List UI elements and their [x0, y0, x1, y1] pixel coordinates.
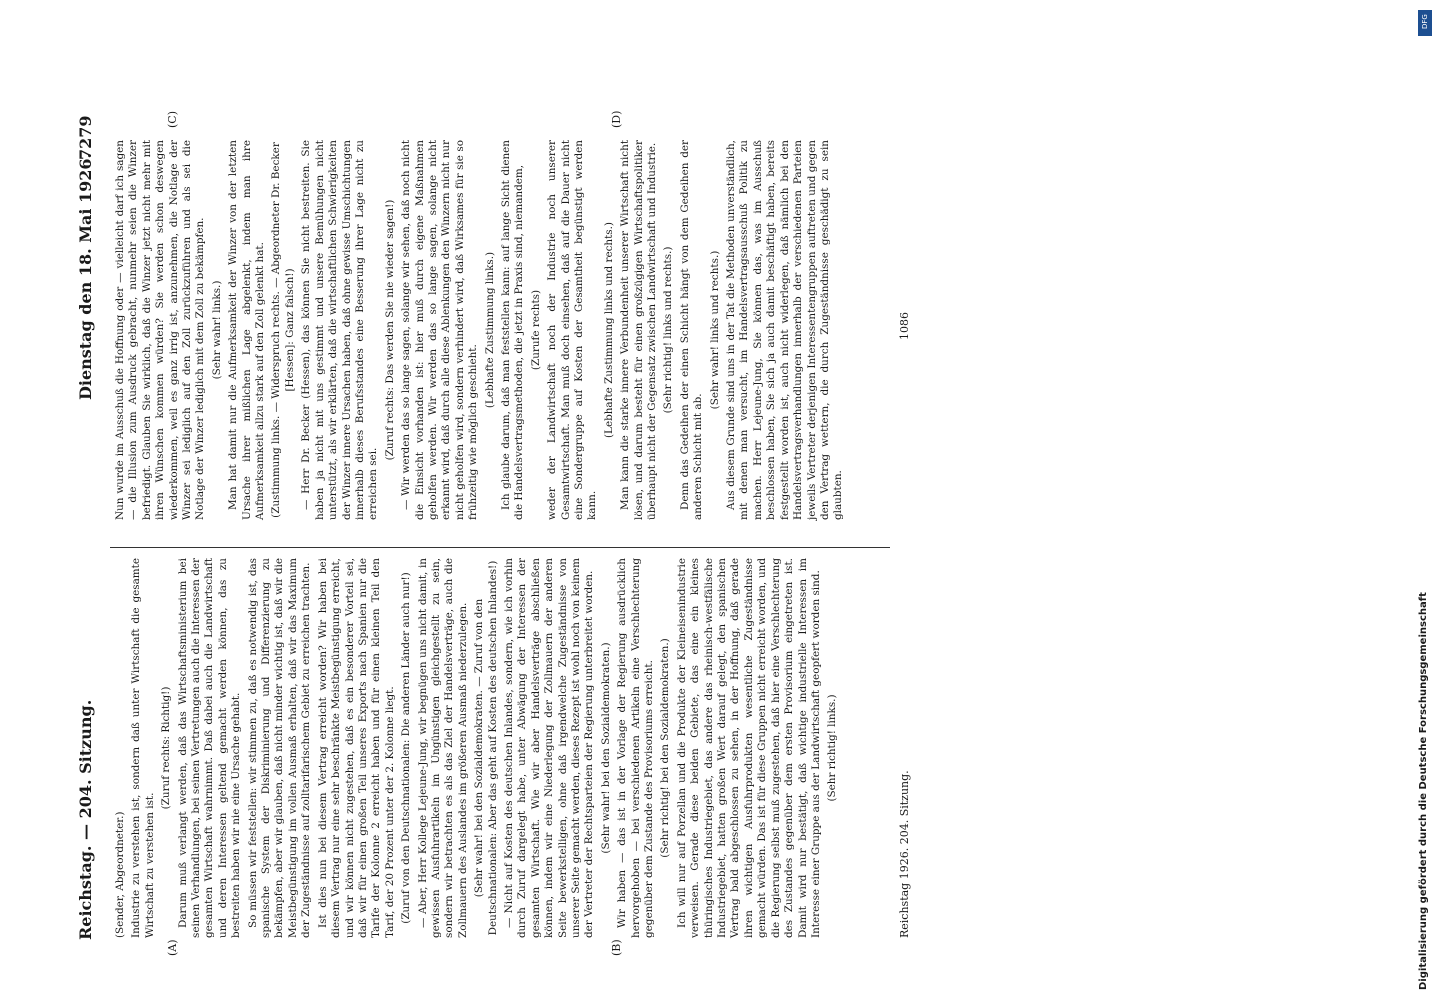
paragraph: Ich will nur auf Porzellan und die Produkte der Kleineisenindustrie verweisen. Gerade diese beiden Gebiete, das eine ein kleines thüringisches Industriegebiet, das andere das rheinisch-westfälische Industriegebiet, hatten großen Wert darauf gelegt, den spanischen Vertrag bald abgeschlossen zu sehen, in der Hoffnung, daß gerade ihren wichtigen Ausfuhrprodukten wesentliche Zugeständnisse gemacht würden. Das ist für diese Gruppen nicht erreicht worden, und die Regierung selbst muß zugestehen, daß hier eine Verschlechterung des Zustandes gegenüber dem ersten Provisorium eingetreten ist. Damit wird nur bestätigt, daß wichtige industrielle Interessen im Interesse einer Gruppe aus der Landwirtschaft geopfert worden sind.	[675, 558, 822, 938]
rotated-page	[70, 100, 1370, 960]
header-date: Dienstag den 18. Mai 1926.	[76, 152, 95, 400]
paragraph: Aus diesem Grunde sind uns in der Tat die Methoden unverständlich, mit denen man versucht, im Handelsvertragsausschuß Politik zu machen. Herr Lejeune-Jung, Sie können das, was im Ausschuß beschlossen haben, Sie sich ja auch damit beschäftigt haben, bereits festgestellt worden ist, auch nicht widerlegen, daß nämlich bei den Handelsvertragsverhandlungen innerhalb der verschiedenen Parteien jeweils Vertreter derjenigen Interessentengruppen auftreten und gegen den Vertrag wettern, die durch Zugeständnisse geschädigt zu sein glaubten.	[725, 140, 845, 520]
dfg-logo: DFG	[1418, 10, 1432, 36]
paragraph: Man kann die starke innere Verbundenheit unserer Wirtschaft nicht lösen, und darum besteht für einen großzügigen Wirtschaftspolitiker überhaupt nicht der Gegensatz zwischen Landwirtschaft und Industrie.	[619, 140, 659, 520]
left-text-column	[114, 558, 843, 938]
paragraph: — Herr Dr. Becker (Hessen), das können Sie nicht bestreiten. Sie haben ja nicht mit uns gestimmt und unsere Bemühungen nicht unterstützt, als wir erklärten, daß die wirtschaftlichen Schwierigkeiten der Winzer innere Ursachen haben, daß ohne gewisse Umschichtungen innerhalb dieses Berufsstandes eine Besserung ihrer Lage nicht zu erreichen sei.	[300, 140, 380, 520]
paragraph: — Aber, Herr Kollege Lejeune-Jung, wir begnügen uns nicht damit, in gewissen Ausfuhrartikeln im Ungünstigen gleichgestellt zu sein, sondern wir betrachten es als das Ziel der Handelsverträge, auch die Zollmauern des Auslandes im größeren Ausmaß niederzulegen.	[416, 558, 469, 938]
paragraph: Darum muß verlangt werden, daß das Wirtschaftsministerium bei seinen Verhandlungen, bei seinen Vertretungen auch die Interessen der gesamten Wirtschaft wahrnimmt. Daß dabei auch die Landwirtschaft und deren Interessen geltend gemacht werden können, das zu bestreiten haben wir nie eine Ursache gehabt.	[176, 558, 243, 938]
interjection: (Sehr wahr! links.)	[210, 280, 223, 380]
margin-marker-c: (C)	[166, 111, 179, 128]
paragraph: Ist dies nun bei diesem Vertrag erreicht worden? Wir haben bei diesem Vertrag nur eine sehr beschränkte Meistbegünstigung erreicht, und wir können nicht zugestehen, daß es ein besonderer Vorteil sei, daß wir für einen großen Teil unseres Exports nach Spanien nur die Tarife der Kolonne 2 erreicht haben und für einen kleinen Teil den Tarif, der 20 Prozent unter der 2. Kolonne liegt.	[316, 558, 396, 938]
interjection: (Sehr wahr! links und rechts.)	[708, 250, 721, 410]
interjection: (Lebhafte Zustimmung links.)	[483, 251, 496, 409]
interjection: (Sehr richtig! links.)	[826, 694, 839, 802]
paragraph: Denn das Gedeihen der einen Schicht hängt von dem Gedeihen der anderen Schicht mit ab.	[678, 140, 705, 520]
footer-left: Reichstag 1926. 204. Sitzung.	[898, 770, 911, 938]
page-header	[70, 100, 110, 960]
paragraph: weder der Landwirtschaft noch der Industrie noch unserer Gesamtwirtschaft. Man muß doch einsehen, daß auf die Dauer nicht eine Sondergruppe auf Kosten der Gesamtheit begünstigt werden kann.	[546, 140, 599, 520]
interjection: (Zuruf von den Deutschnationalen: Die anderen Länder auch nur!)	[400, 572, 413, 924]
footer-signature: 1086	[898, 312, 911, 340]
interjection: (Sehr richtig! bei den Sozialdemokraten.)	[659, 638, 672, 858]
paragraph: — Wir werden das so lange sagen, solange wir sehen, daß noch nicht die Einsicht vorhanden ist: hier muß durch eigene Maßnahmen geholfen werden. Wir werden das so lange sagen, solange nicht erkannt wird, daß durch alle diese Ablenkungen den Winzern nicht nur nicht geholfen wird, sondern verhindert wird, daß Wirksames für sie so frühzeitig wie möglich geschieht.	[400, 140, 480, 520]
paragraph: Nun wurde im Ausschuß die Hoffnung oder — vielleicht darf ich sagen — die Illusion zum Ausdruck gebracht, nunmehr seien die Winzer befriedigt. Glauben Sie wirklich, daß die Winzer jetzt nicht mehr mit ihren Wünschen kommen würden? Sie werden schon deswegen wiederkommen, weil es ganz irrig ist, anzunehmen, die Notlage der Winzer sei lediglich auf den Zoll zurückzuführen und als sei die Notlage der Winzer lediglich mit dem Zoll zu bekämpfen.	[114, 140, 207, 520]
column-divider	[110, 547, 890, 548]
paragraph: Wir haben — das ist in der Vorlage der Regierung ausdrücklich hervorgehoben — bei verschiedenen Artikeln eine Verschlechterung gegenüber dem Zustande des Provisoriums erreicht.	[616, 558, 656, 938]
right-text-column	[114, 140, 849, 520]
interjection: (Zuruf rechts: Richtig!)	[160, 686, 173, 810]
interjection: (Zustimmung links. — Widerspruch rechts. — Abgeordneter Dr. Becker [Hessen]: Ganz falsch!)	[270, 142, 296, 518]
interjection: (Zuruf rechts: Das werden Sie nie wieder sagen!)	[383, 199, 396, 461]
interjection: (Sehr richtig! links und rechts.)	[662, 246, 675, 414]
interjection: (Sehr wahr! bei den Sozialdemokraten.)	[599, 642, 612, 854]
paragraph: Ich glaube darum, daß man feststellen kann: auf lange Sicht dienen die Handelsvertragsmethoden, die jetzt in Praxis sind, niemandem,	[499, 140, 526, 520]
header-left: Reichstag. — 204. Sitzung.	[76, 699, 95, 940]
interjection: (Sehr wahr! bei den Sozialdemokraten. — Zuruf von den Deutschnationalen: Aber das geht auf Kosten des deutschen Inlandes!)	[473, 560, 499, 936]
paragraph: Man hat damit nur die Aufmerksamkeit der Winzer von der letzten Ursache ihrer mißlichen Lage abgelenkt, indem man ihre Aufmerksamkeit allzu stark auf den Zoll gelenkt hat.	[227, 140, 267, 520]
digitization-note: Digitalisierung gefördert durch die Deutsche Forschungsgemeinschaft	[1418, 592, 1429, 990]
paragraph: So müssen wir feststellen: wir stimmen zu, daß es notwendig ist, das spanische System der Diskriminierung und Differenzierung zu bekämpfen, aber wir glauben, daß nicht minder wichtig ist, daß wir die Meistbegünstigung im vollen Ausmaß erhalten, daß wir das Maximum der Zugeständnisse auf zolltarifarischem Gebiet zu erreichen trachten.	[246, 558, 313, 938]
paragraph: — Nicht auf Kosten des deutschen Inlandes, sondern, wie ich vorhin durch Zuruf dargelegt habe, unter Abwägung der Interessen der gesamten Wirtschaft. Wie wir aber Handelsverträge abschließen können, indem wir eine Niederlegung der Zollmauern der anderen Seite bewerkstelligen, ohne daß irgendwelche Zugeständnisse von unserer Seite gemacht werden, dieses Rezept ist wohl noch von keinem der Vertreter der Rechtsparteien der Regierung unterbreitet worden.	[502, 558, 596, 938]
margin-marker-b: (B)	[610, 939, 623, 956]
margin-marker-d: (D)	[610, 110, 623, 128]
page-number: 7279	[76, 115, 95, 160]
paragraph: Industrie zu verstehen ist, sondern daß unter Wirtschaft die gesamte Wirtschaft zu verstehen ist.	[130, 558, 156, 938]
paragraph: (Sender, Abgeordneter.)	[114, 811, 126, 938]
interjection: (Lebhafte Zustimmung links und rechts.)	[602, 222, 615, 439]
interjection: (Zurufe rechts)	[529, 289, 542, 371]
margin-marker-a: (A)	[166, 939, 179, 956]
